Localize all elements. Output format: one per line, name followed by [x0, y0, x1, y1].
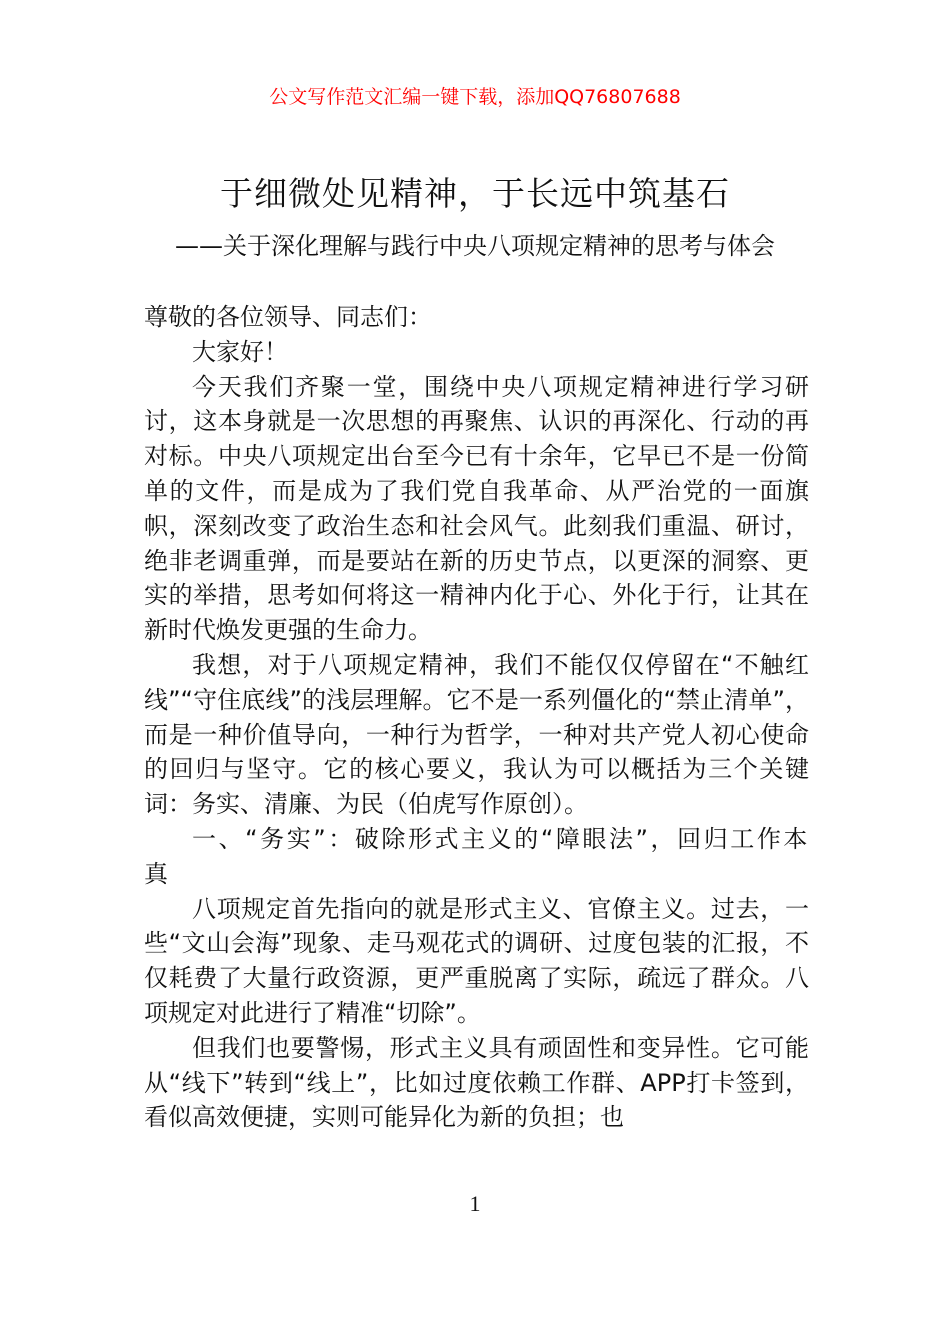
salutation: 尊敬的各位领导、同志们：: [144, 303, 432, 331]
body-paragraph: 八项规定首先指向的就是形式主义、官僚主义。过去，一些“文山会海”现象、走马观花式的调研、过度包装的汇报，不仅耗费了大量行政资源，更严重脱离了实际，疏远了群众。八项规定对此进行了精准“切除”。: [144, 894, 809, 1027]
download-banner: 公文写作范文汇编一键下载，添加QQ76807688: [269, 86, 681, 108]
page-number: 1: [469, 1191, 481, 1216]
greeting: 大家好！: [192, 337, 288, 366]
document-subtitle: ——关于深化理解与践行中央八项规定精神的思考与体会: [175, 232, 775, 260]
body-paragraph: 但我们也要警惕，形式主义具有顽固性和变异性。它可能从“线下”转到“线上”，比如过度依赖工作群、APP打卡签到，看似高效便捷，实则可能异化为新的负担；也: [144, 1033, 809, 1132]
body-paragraph: 今天我们齐聚一堂，围绕中央八项规定精神进行学习研讨，这本身就是一次思想的再聚焦、认识的再深化、行动的再对标。中央八项规定出台至今已有十余年，它早已不是一份简单的文件，而是成为了我们党自我革命、从严治党的一面旗帜，深刻改变了政治生态和社会风气。此刻我们重温、研讨，绝非老调重弹，而是要站在新的历史节点，以更深的洞察、更实的举措，思考如何将这一精神内化于心、外化于行，让其在新时代焕发更强的生命力。: [144, 372, 809, 645]
section-heading: 一、“务实”：破除形式主义的“障眼法”，回归工作本真: [144, 824, 809, 888]
document-title: 于细微处见精神，于长远中筑基石: [220, 174, 730, 213]
document-body: [144, 300, 809, 1135]
body-paragraph: 我想，对于八项规定精神，我们不能仅仅停留在“不触红线”“守住底线”的浅层理解。它不是一系列僵化的“禁止清单”，而是一种价值导向，一种行为哲学，一种对共产党人初心使命的回归与坚守。它的核心要义，我认为可以概括为三个关键词：务实、清廉、为民（伯虎写作原创）。: [144, 650, 809, 819]
